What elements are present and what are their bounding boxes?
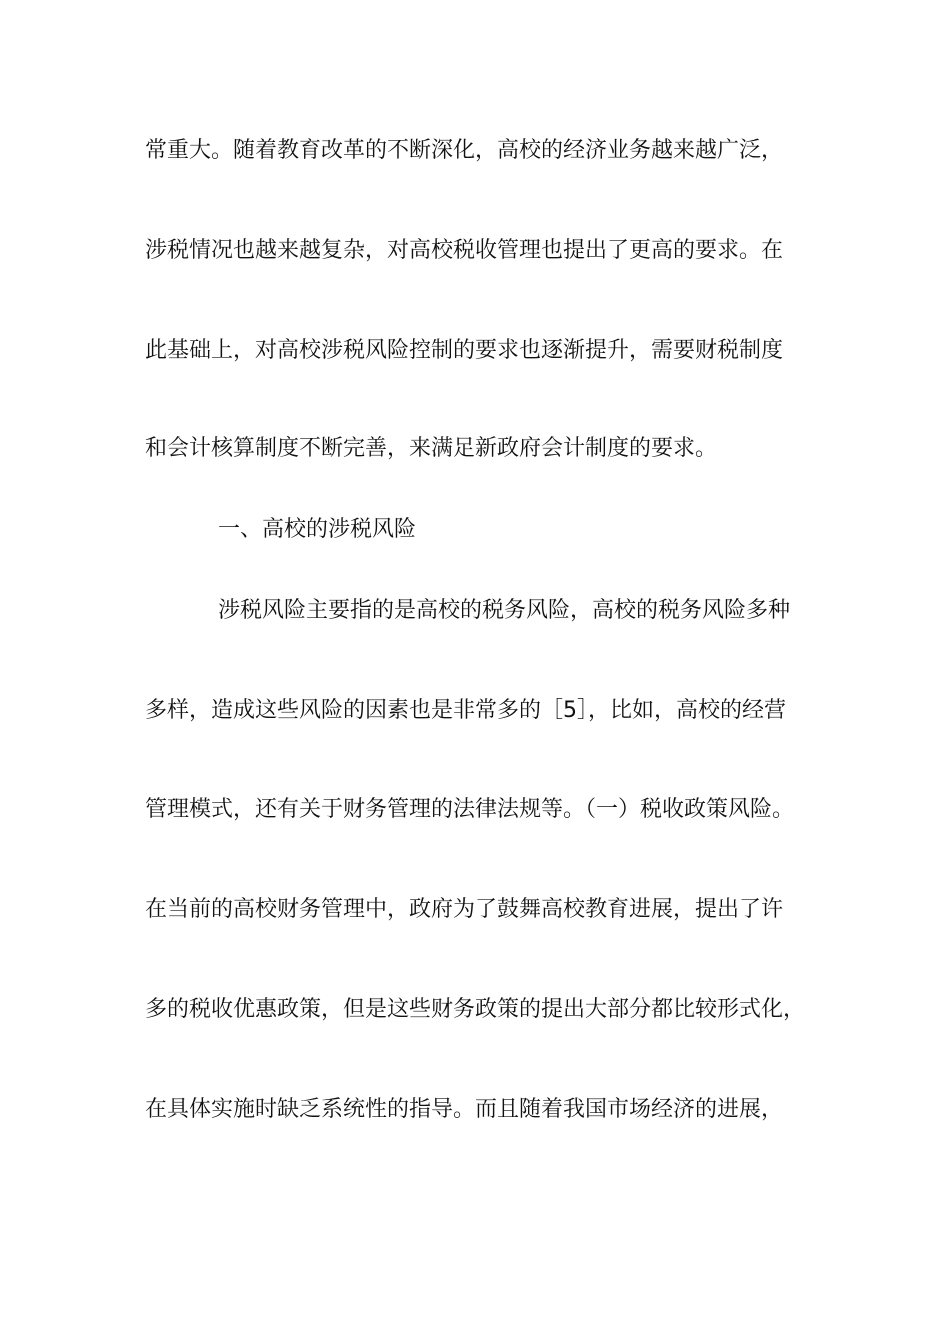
paragraph-line: 此基础上，对高校涉税风险控制的要求也逐渐提升，需要财税制度: [145, 338, 784, 363]
paragraph-line: 在具体实施时缺乏系统性的指导。而且随着我国市场经济的进展，: [145, 1097, 784, 1122]
paragraph-line: 在当前的高校财务管理中，政府为了鼓舞高校教育进展，提出了许: [145, 897, 784, 922]
paragraph-line: 涉税情况也越来越复杂，对高校税收管理也提出了更高的要求。在: [145, 238, 784, 263]
paragraph-line: 常重大。随着教育改革的不断深化，高校的经济业务越来越广泛，: [145, 138, 784, 163]
paragraph-line: 多样，造成这些风险的因素也是非常多的［5］，比如，高校的经营: [145, 698, 786, 723]
paragraph-line: 涉税风险主要指的是高校的税务风险，高校的税务风险多种: [218, 598, 791, 623]
paragraph-line: 管理模式，还有关于财务管理的法律法规等。（一）税收政策风险。: [145, 797, 795, 822]
paragraph-line: 多的税收优惠政策，但是这些财务政策的提出大部分都比较形式化，: [145, 997, 806, 1022]
section-heading: 一、高校的涉税风险: [218, 517, 417, 542]
paragraph-line: 和会计核算制度不断完善，来满足新政府会计制度的要求。: [145, 436, 718, 461]
